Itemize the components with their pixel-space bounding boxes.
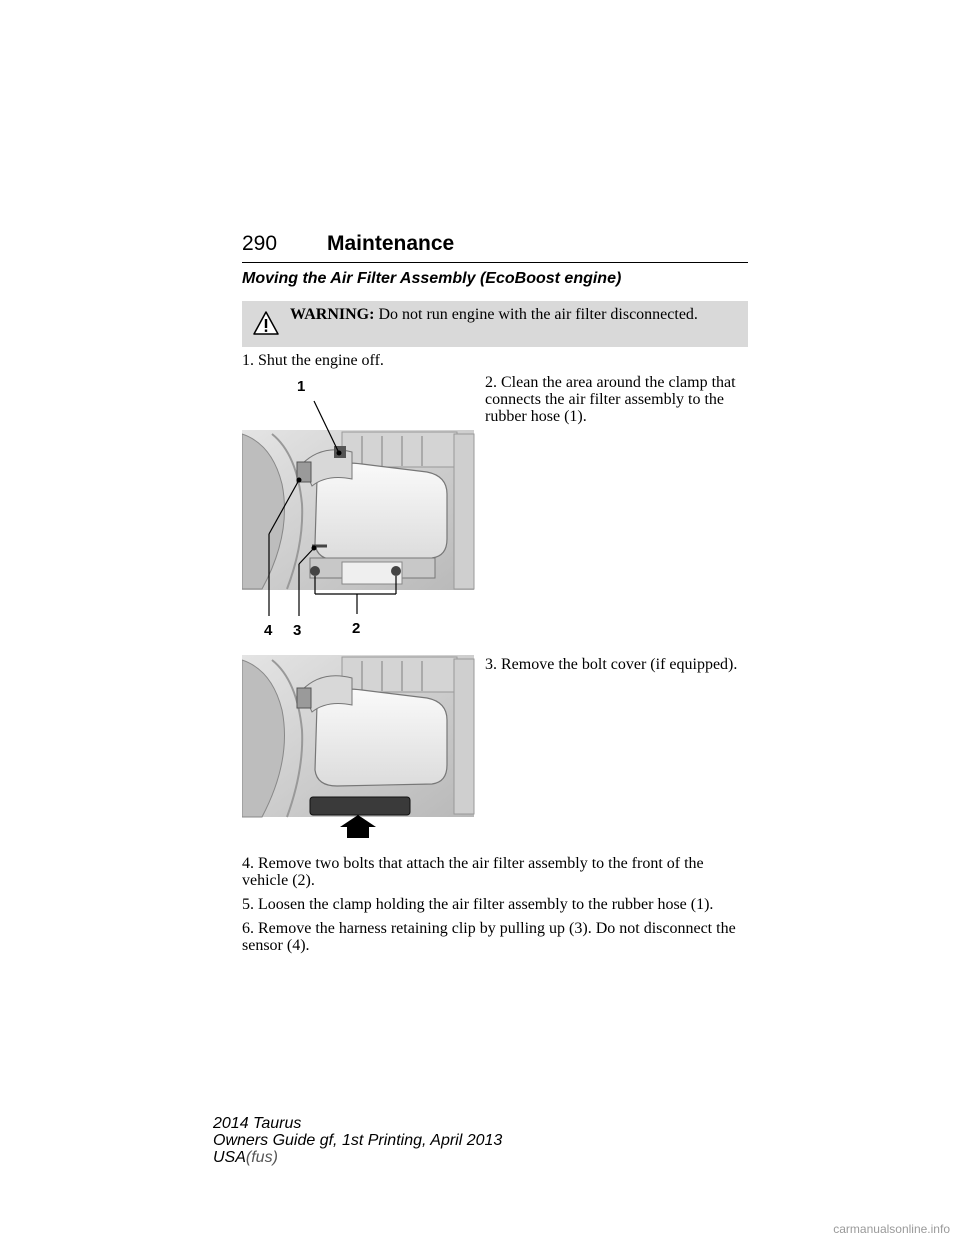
step-6: 6. Remove the harness retaining clip by pulling up (3). Do not disconnect the sensor (4). (242, 920, 736, 954)
page-number: 290 (242, 232, 278, 255)
footer-model: 2014 Taurus (213, 1115, 302, 1132)
section-title: Maintenance (327, 232, 455, 255)
document-footer (213, 1115, 502, 1166)
footer-region-code: (fus) (245, 1149, 278, 1166)
watermark: carmanualsonline.info (833, 1222, 950, 1236)
footer-printing: Owners Guide gf, 1st Printing, April 2013 (213, 1132, 503, 1149)
warning-box (242, 301, 748, 347)
footer-region-main: USA (213, 1149, 246, 1166)
engine-illustration-2 (242, 655, 478, 840)
callout-1: 1 (297, 378, 306, 395)
footer-region (213, 1149, 502, 1166)
step-3: 3. Remove the bolt cover (if equipped). (485, 656, 738, 673)
warning-text (290, 306, 698, 324)
step-4: 4. Remove two bolts that attach the air filter assembly to the front of the vehicle (2). (242, 855, 704, 889)
step-1: 1. Shut the engine off. (242, 352, 384, 369)
callout-2: 2 (352, 620, 361, 637)
step-2: 2. Clean the area around the clamp that connects the air filter assembly to the rubber hose (1). (485, 374, 736, 425)
callout-3: 3 (293, 622, 302, 639)
callout-4: 4 (264, 622, 273, 639)
warning-message: Do not run engine with the air filter disconnected. (378, 306, 698, 323)
warning-label: WARNING: (290, 306, 375, 323)
step-5: 5. Loosen the clamp holding the air filter assembly to the rubber hose (1). (242, 896, 714, 913)
subsection-title: Moving the Air Filter Assembly (EcoBoost engine) (242, 270, 622, 287)
warning-icon (253, 311, 279, 335)
bolt-cover-figure (242, 655, 478, 840)
engine-illustration-1 (242, 374, 478, 644)
page-header (242, 232, 748, 263)
air-filter-figure-callouts (242, 374, 478, 644)
